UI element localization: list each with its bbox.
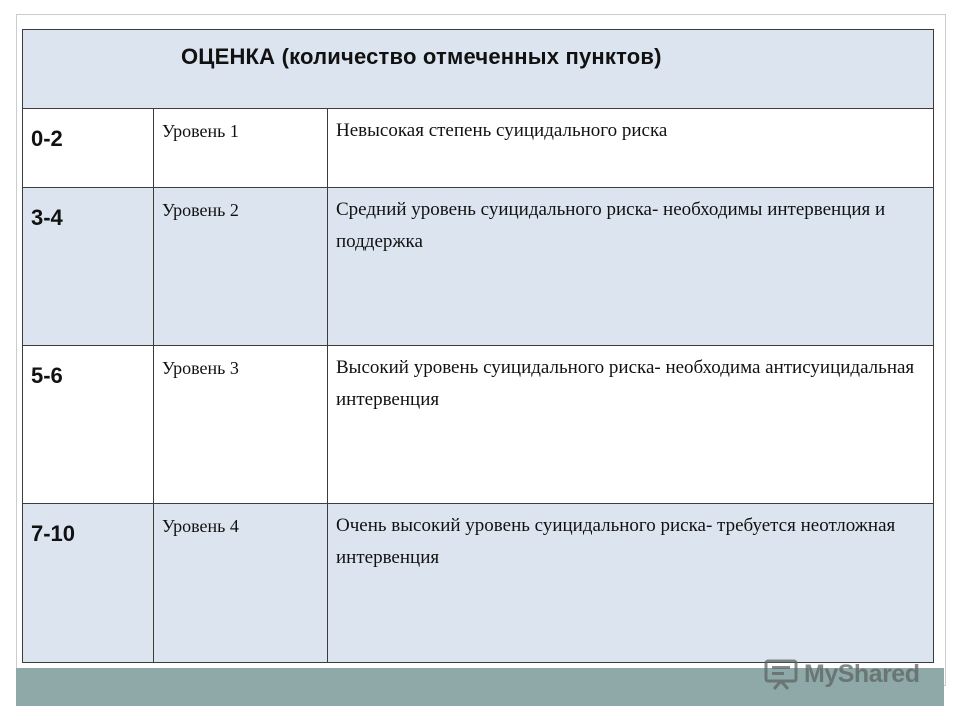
description-cell [328, 109, 934, 188]
presentation-board-icon [764, 657, 798, 691]
table-row [23, 504, 934, 663]
score-value: 0-2 [31, 126, 63, 151]
description-cell [328, 504, 934, 663]
level-cell [154, 109, 328, 188]
level-label: Уровень 1 [162, 121, 239, 141]
score-cell [23, 109, 154, 188]
level-label: Уровень 4 [162, 516, 239, 536]
score-cell [23, 188, 154, 346]
score-value: 3-4 [31, 205, 63, 230]
score-cell [23, 504, 154, 663]
level-cell [154, 504, 328, 663]
table-row [23, 346, 934, 504]
level-label: Уровень 2 [162, 200, 239, 220]
risk-description: Высокий уровень суицидального риска- необходима антисуицидальная интервенция [336, 357, 915, 410]
risk-description: Невысокая степень суицидального риска [336, 120, 668, 141]
watermark-text: MyShared [804, 659, 920, 688]
description-cell [328, 346, 934, 504]
table-row [23, 188, 934, 346]
score-value: 5-6 [31, 363, 63, 388]
table-title: ОЦЕНКА (количество отмеченных пунктов) [181, 44, 662, 69]
table-row [23, 109, 934, 188]
risk-description: Очень высокий уровень суицидального риска- требуется неотложная интервенция [336, 515, 896, 568]
description-cell [328, 188, 934, 346]
risk-description: Средний уровень суицидального риска- необходимы интервенция и поддержка [336, 199, 886, 252]
level-label: Уровень 3 [162, 358, 239, 378]
score-value: 7-10 [31, 521, 76, 546]
table-header-row [23, 30, 934, 109]
level-cell [154, 346, 328, 504]
level-cell [154, 188, 328, 346]
myshared-watermark[interactable] [764, 654, 919, 694]
risk-assessment-table [22, 29, 934, 663]
table-header-cell [23, 30, 934, 109]
score-cell [23, 346, 154, 504]
